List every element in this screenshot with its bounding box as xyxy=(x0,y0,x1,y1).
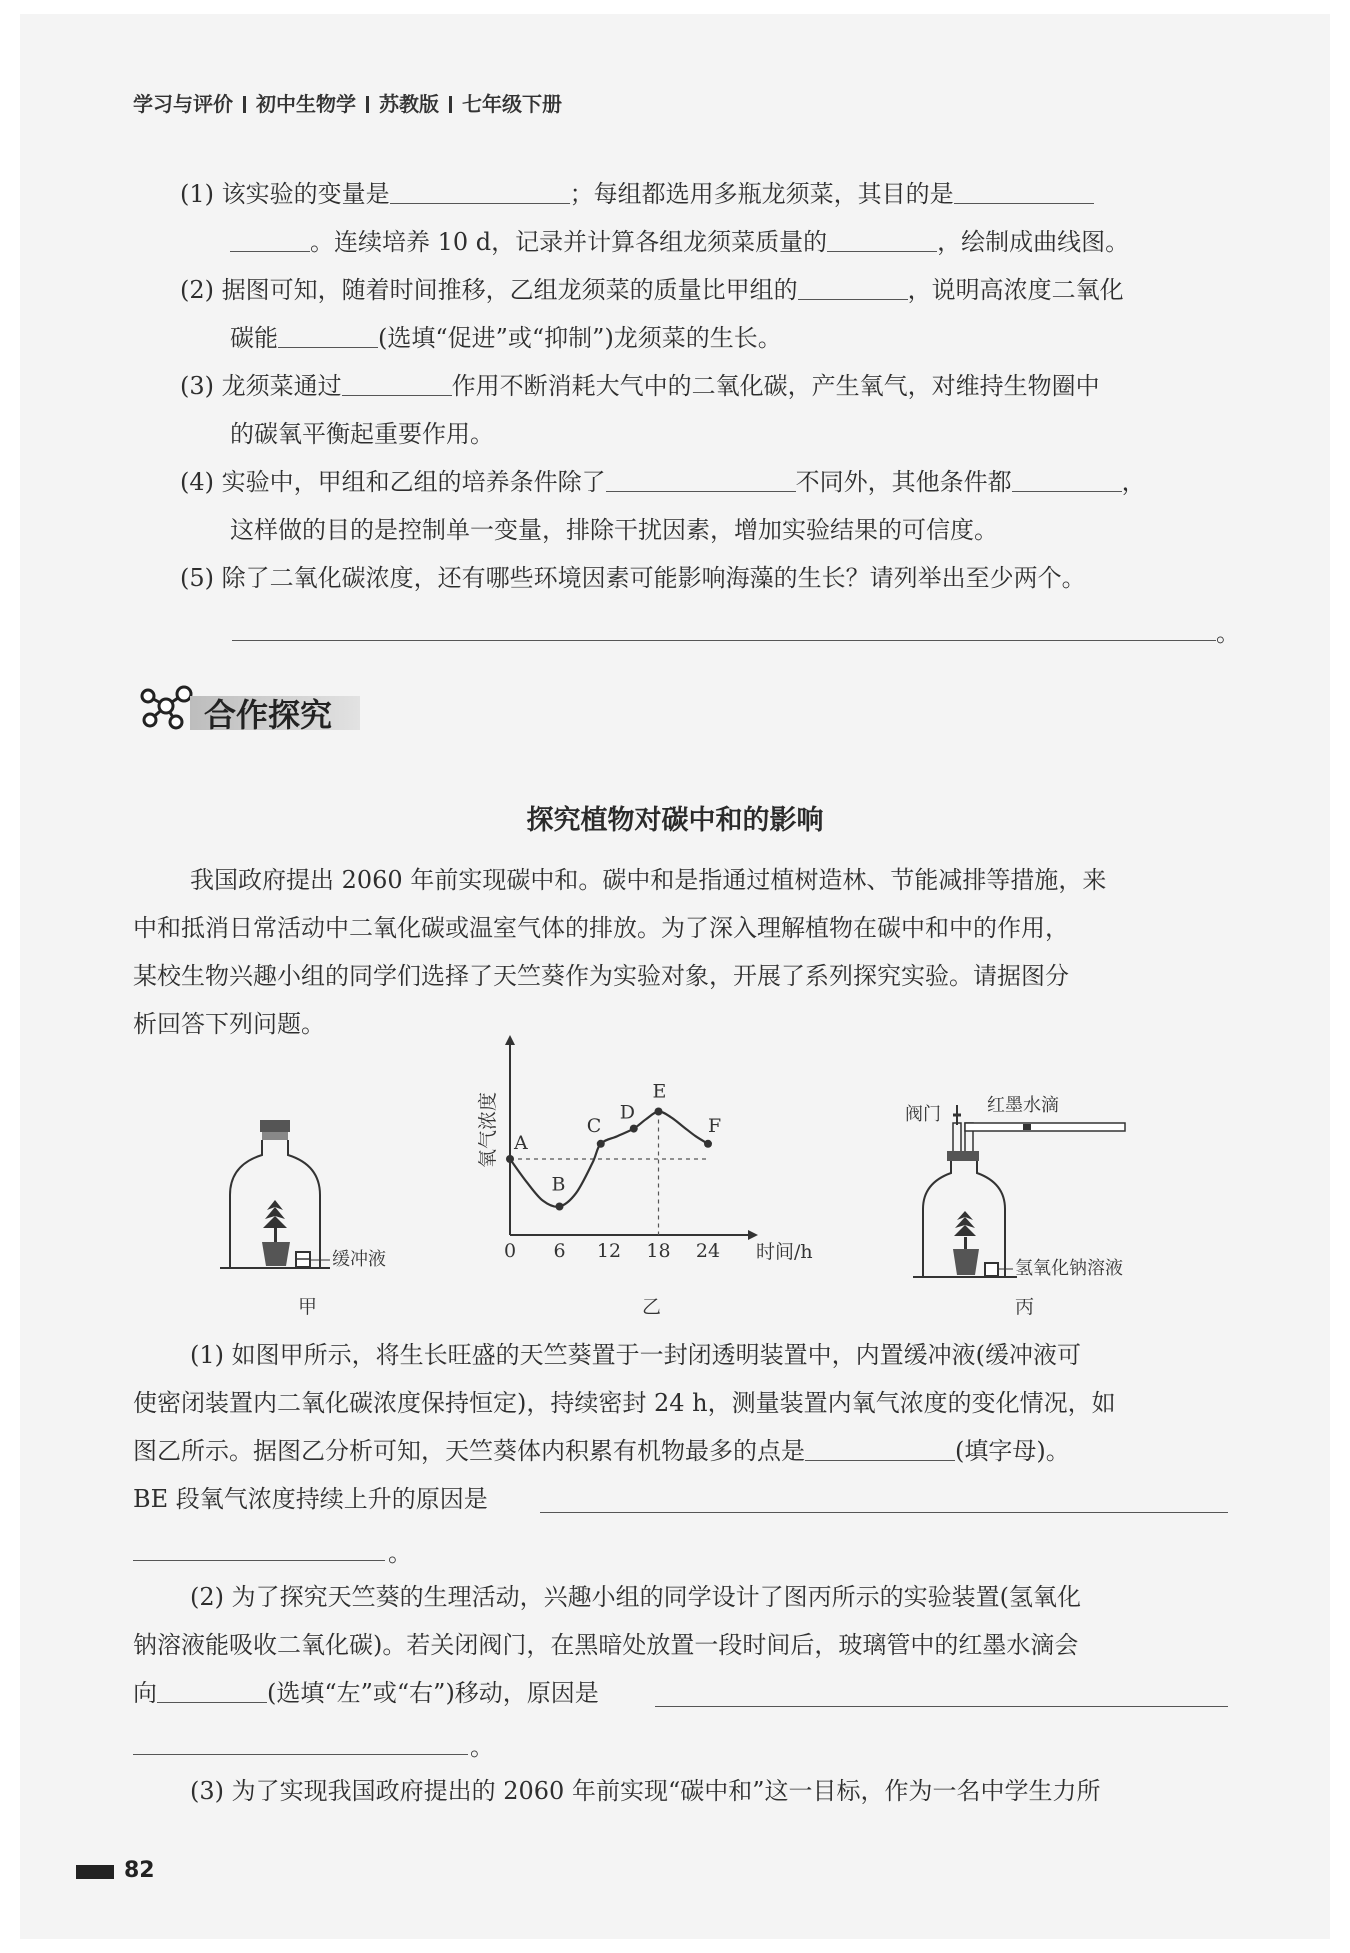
valve-label: 阀门 xyxy=(905,1104,941,1125)
data-point-c xyxy=(597,1140,605,1148)
answer-blank[interactable] xyxy=(342,371,452,396)
valve-icon xyxy=(953,1105,961,1125)
point-label-f: F xyxy=(708,1114,722,1137)
question-text: (3) 龙须菜通过 xyxy=(180,372,342,400)
question-text: 不同外，其他条件都 xyxy=(795,468,1012,496)
drop-label: 红墨水滴 xyxy=(987,1095,1059,1116)
header-separator xyxy=(243,96,246,113)
ink-drop xyxy=(1023,1124,1031,1130)
question-text: (4) 实验中，甲组和乙组的培养条件除了 xyxy=(180,468,606,496)
data-point-a xyxy=(506,1155,514,1163)
question-4-line-2 xyxy=(230,515,998,545)
answer-blank[interactable] xyxy=(954,179,1094,204)
question-1-line-1 xyxy=(180,179,1094,209)
question-2-line-1 xyxy=(180,275,1124,305)
bottle-cap-ring xyxy=(262,1132,288,1140)
valve-tube xyxy=(953,1123,961,1153)
header-grade: 七年级下册 xyxy=(462,92,562,116)
stopper xyxy=(947,1151,979,1161)
question-text: ，说明高浓度二氧化 xyxy=(907,276,1124,304)
glass-tube xyxy=(965,1123,1125,1131)
header-separator xyxy=(449,96,452,113)
header-edition: 苏教版 xyxy=(379,92,439,116)
answer-blank[interactable] xyxy=(1012,467,1122,492)
question-text: 的碳氧平衡起重要作用。 xyxy=(230,420,494,448)
page-number-marker xyxy=(76,1865,114,1879)
naoh-label: 氢氧化钠溶液 xyxy=(1015,1258,1123,1279)
answer-blank[interactable] xyxy=(157,1678,267,1703)
question-text: (填字母)。 xyxy=(955,1437,1070,1465)
x-tick-label: 18 xyxy=(646,1240,671,1262)
b-question-2-line-2: 钠溶液能吸收二氧化碳)。若关闭阀门，在黑暗处放置一段时间后，玻璃管中的红墨水滴会 xyxy=(133,1631,1079,1659)
molecule-icon xyxy=(132,682,196,734)
caption-yi: 乙 xyxy=(642,1296,662,1318)
caption-bing: 丙 xyxy=(1015,1296,1035,1318)
intro-line-4: 析回答下列问题。 xyxy=(133,1010,325,1038)
naoh-container xyxy=(985,1263,998,1276)
point-label-a: A xyxy=(514,1132,528,1154)
answer-blank[interactable] xyxy=(390,179,570,204)
question-text: (5) 除了二氧化碳浓度，还有哪些环境因素可能影响海藻的生长？请列举出至少两个。 xyxy=(180,564,1086,592)
b-question-2-line-1: (2) 为了探究天竺葵的生理活动，兴趣小组的同学设计了图丙所示的实验装置(氢氧化 xyxy=(190,1583,1081,1611)
question-text: (2) 据图可知，随着时间推移，乙组龙须菜的质量比甲组的 xyxy=(180,276,798,304)
data-point-e xyxy=(655,1108,663,1116)
question-5-end: 。 xyxy=(1216,619,1240,647)
data-point-f xyxy=(704,1140,712,1148)
answer-line-q5[interactable] xyxy=(232,640,1216,641)
question-text: 图乙所示。据图乙分析可知，天竺葵体内积累有机物最多的点是 xyxy=(133,1437,805,1465)
question-1-line-2 xyxy=(230,227,1129,257)
x-tick-label: 12 xyxy=(596,1240,622,1262)
plant-icon xyxy=(953,1211,979,1275)
x-axis-arrow xyxy=(748,1230,758,1240)
answer-line-b1[interactable] xyxy=(540,1512,1228,1513)
intro-line-1: 我国政府提出 2060 年前实现碳中和。碳中和是指通过植树造林、节能减排等措施，来 xyxy=(190,866,1107,894)
answer-blank[interactable] xyxy=(827,227,937,252)
figure-bing xyxy=(905,1085,1145,1285)
oxygen-chart xyxy=(470,1035,860,1285)
section-name: 合作探究 xyxy=(204,696,333,734)
question-4-line-1 xyxy=(180,467,1146,497)
section-banner xyxy=(132,682,362,734)
point-label-b: B xyxy=(551,1173,566,1196)
x-axis-label: 时间/h xyxy=(756,1241,813,1263)
answer-line-b2[interactable] xyxy=(655,1706,1228,1707)
running-header xyxy=(133,88,562,117)
point-label-c: C xyxy=(586,1114,602,1137)
b-question-1-line-3 xyxy=(133,1436,1070,1466)
answer-blank[interactable] xyxy=(805,1436,955,1461)
question-text: 作用不断消耗大气中的二氧化碳，产生氧气，对维持生物圈中 xyxy=(451,372,1100,400)
question-text: ；每组都选用多瓶龙须菜，其目的是 xyxy=(569,180,954,208)
b-question-2-end: 。 xyxy=(470,1733,494,1761)
b-question-1-line-2: 使密闭装置内二氧化碳浓度保持恒定)，持续密封 24 h，测量装置内氧气浓度的变化情况，如 xyxy=(133,1389,1116,1417)
intro-line-2: 中和抵消日常活动中二氧化碳或温室气体的排放。为了深入理解植物在碳中和中的作用， xyxy=(133,914,1069,942)
x-tick-label: 6 xyxy=(553,1240,566,1262)
question-text: ， xyxy=(1121,468,1146,496)
answer-blank[interactable] xyxy=(278,323,378,348)
question-text: ，绘制成曲线图。 xyxy=(937,228,1130,256)
page-number: 82 xyxy=(124,1858,155,1883)
answer-line-b1-cont[interactable] xyxy=(133,1560,385,1561)
b-question-1-line-4: BE 段氧气浓度持续上升的原因是 xyxy=(133,1485,488,1513)
header-book: 学习与评价 xyxy=(133,92,233,116)
answer-blank[interactable] xyxy=(798,275,908,300)
question-3-line-2 xyxy=(230,419,494,449)
question-text: (1) 该实验的变量是 xyxy=(180,180,390,208)
question-text: (选填“促进”或“抑制”)龙须菜的生长。 xyxy=(378,324,782,352)
figure-jia xyxy=(210,1110,410,1280)
data-point-b xyxy=(556,1203,564,1211)
data-point-d xyxy=(630,1125,638,1133)
question-text: 。连续培养 10 d，记录并计算各组龙须菜质量的 xyxy=(310,228,828,256)
point-label-d: D xyxy=(619,1101,635,1124)
question-text: (选填“左”或“右”)移动，原因是 xyxy=(267,1679,599,1707)
answer-blank[interactable] xyxy=(606,467,796,492)
b-question-3-line-1: (3) 为了实现我国政府提出的 2060 年前实现“碳中和”这一目标，作为一名中学生力所 xyxy=(190,1777,1101,1805)
x-tick-label: 0 xyxy=(503,1240,517,1262)
intro-line-3: 某校生物兴趣小组的同学们选择了天竺葵作为实验对象，开展了系列探究实验。请据图分 xyxy=(133,962,1069,990)
x-tick-label: 24 xyxy=(695,1240,721,1262)
b-question-1-end: 。 xyxy=(388,1539,412,1567)
bottle-cap xyxy=(260,1120,290,1132)
y-axis-arrow xyxy=(505,1035,515,1045)
section-title: 探究植物对碳中和的影响 xyxy=(526,805,824,836)
b-question-1-line-1: (1) 如图甲所示，将生长旺盛的天竺葵置于一封闭透明装置中，内置缓冲液(缓冲液可 xyxy=(190,1341,1081,1369)
answer-line-b2-cont[interactable] xyxy=(133,1754,468,1755)
question-text: 这样做的目的是控制单一变量，排除干扰因素，增加实验结果的可信度。 xyxy=(230,516,998,544)
caption-jia: 甲 xyxy=(298,1296,318,1318)
plant-icon xyxy=(262,1200,290,1266)
buffer-label: 缓冲液 xyxy=(332,1249,386,1270)
header-separator xyxy=(366,96,369,113)
question-text: 向 xyxy=(133,1679,157,1707)
answer-blank[interactable] xyxy=(230,227,310,252)
question-5-line-1 xyxy=(180,563,1086,593)
b-question-2-line-3 xyxy=(133,1678,599,1708)
y-axis-label: 氧气浓度 xyxy=(477,1091,499,1169)
question-text: 碳能 xyxy=(230,324,278,352)
question-2-line-2 xyxy=(230,323,782,353)
question-3-line-1 xyxy=(180,371,1100,401)
header-level: 初中生物学 xyxy=(256,92,356,116)
point-label-e: E xyxy=(652,1080,667,1103)
